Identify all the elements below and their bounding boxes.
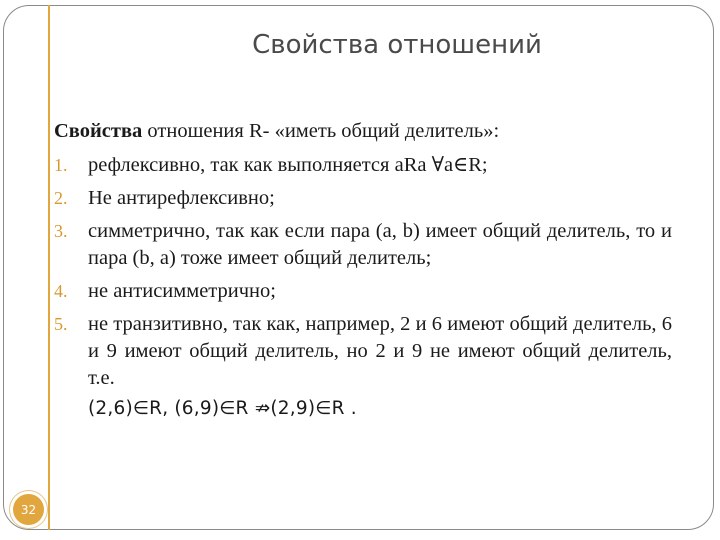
accent-line — [48, 5, 50, 530]
item-number: 5. — [54, 314, 68, 334]
item-text: не транзитивно, так как, например, 2 и 6 имеют общий делитель, 6 и 9 имеют общий делитель, но 2 и 9 не имеют общий делитель, т.е. — [88, 313, 672, 389]
list-item — [54, 218, 672, 272]
item-text: не антисимметрично; — [88, 280, 276, 302]
slide-title: Свойства отношений — [252, 30, 542, 60]
list-item — [54, 152, 672, 179]
intro-text: отношения R- «иметь общий делитель»: — [142, 120, 500, 142]
formula: (2,6)∈R, (6,9)∈R ⇏(2,9)∈R . — [88, 398, 357, 419]
item-number: 3. — [54, 221, 68, 241]
item-number: 4. — [54, 281, 68, 301]
list-item — [54, 311, 672, 392]
item-number: 2. — [54, 188, 68, 208]
intro-line — [54, 118, 672, 145]
slide-content — [54, 118, 672, 422]
item-text: рефлексивно, так как выполняется aRa ∀a∈R; — [88, 154, 488, 176]
list-item — [54, 185, 672, 212]
properties-list — [54, 152, 672, 392]
item-text: Не антирефлексивно; — [88, 187, 275, 209]
intro-bold: Свойства — [54, 120, 143, 142]
list-item — [54, 278, 672, 305]
item-text: симметрично, так как если пара (a, b) имеет общий делитель, то и пара (b, a) тоже имеет общий делитель; — [88, 220, 672, 269]
item-number: 1. — [54, 155, 68, 175]
page-number-badge: 32 — [13, 494, 44, 525]
